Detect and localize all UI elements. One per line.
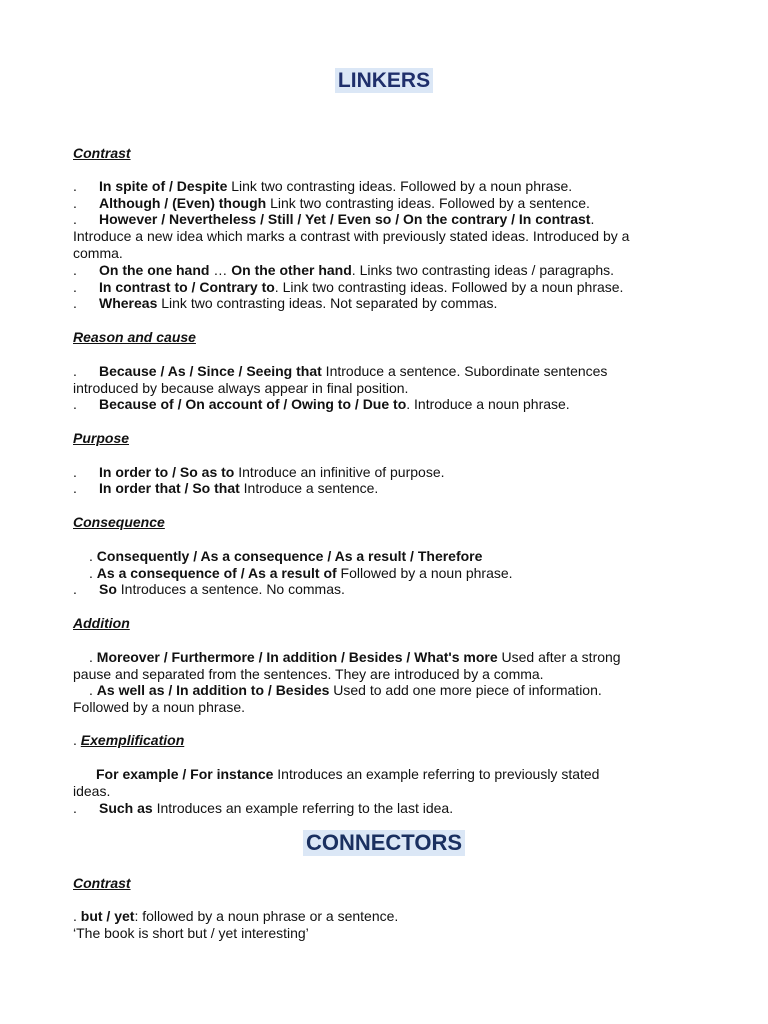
example-line-1-cont: ideas.	[73, 783, 111, 799]
consequence-line-3: . So Introduces a sentence. No commas.	[73, 581, 345, 597]
heading-purpose: Purpose	[73, 430, 130, 446]
reason-line-2: . Because of / On account of / Owing to / Due to. Introduce a noun phrase.	[73, 396, 570, 412]
addition-line-1: . Moreover / Furthermore / In addition / Besides / What's more Used after a strong	[89, 649, 621, 665]
heading-reason: Reason and cause	[73, 329, 196, 345]
reason-line-1-cont: introduced by because always appear in final position.	[73, 380, 409, 396]
heading-addition: Addition	[73, 615, 130, 631]
connectors-title-wrap	[0, 830, 768, 856]
heading-exemplification-row: . Exemplification	[73, 732, 185, 748]
example-line-1: For example / For instance Introduces an example referring to previously stated	[96, 766, 600, 782]
contrast-line-1: . In spite of / Despite Link two contrasting ideas. Followed by a noun phrase.	[73, 178, 573, 194]
contrast-line-3: . However / Nevertheless / Still / Yet / Even so / On the contrary / In contrast.	[73, 211, 595, 227]
heading-consequence: Consequence	[73, 514, 165, 530]
connector-line-1: . but / yet: followed by a noun phrase or a sentence.	[73, 908, 399, 924]
contrast-line-2: . Although / (Even) though Link two contrasting ideas. Followed by a sentence.	[73, 195, 590, 211]
linkers-title-wrap	[0, 68, 768, 93]
linkers-title: LINKERS	[335, 68, 433, 93]
addition-line-1-cont: pause and separated from the sentences. They are introduced by a comma.	[73, 666, 544, 682]
heading-exemplification: Exemplification	[80, 732, 185, 748]
connectors-title: CONNECTORS	[303, 830, 465, 856]
addition-line-2: . As well as / In addition to / Besides Used to add one more piece of information.	[89, 682, 602, 698]
consequence-line-2: . As a consequence of / As a result of Followed by a noun phrase.	[89, 565, 513, 581]
reason-line-1: . Because / As / Since / Seeing that Introduce a sentence. Subordinate sentences	[73, 363, 608, 379]
contrast-line-3-cont: Introduce a new idea which marks a contrast with previously stated ideas. Introduced by a	[73, 228, 630, 244]
connector-line-2: ‘The book is short but / yet interesting’	[73, 925, 309, 941]
example-line-2: . Such as Introduces an example referring to the last idea.	[73, 800, 454, 816]
consequence-line-1: . Consequently / As a consequence / As a result / Therefore	[89, 548, 483, 564]
addition-line-2-cont: Followed by a noun phrase.	[73, 699, 245, 715]
contrast-line-5: . In contrast to / Contrary to. Link two contrasting ideas. Followed by a noun phrase.	[73, 279, 624, 295]
purpose-line-1: . In order to / So as to Introduce an infinitive of purpose.	[73, 464, 445, 480]
contrast-line-3-cont2: comma.	[73, 245, 123, 261]
heading-contrast: Contrast	[73, 145, 131, 161]
heading-contrast-connectors: Contrast	[73, 875, 131, 891]
contrast-line-6: . Whereas Link two contrasting ideas. Not separated by commas.	[73, 295, 498, 311]
contrast-line-4: . On the one hand … On the other hand. Links two contrasting ideas / paragraphs.	[73, 262, 615, 278]
purpose-line-2: . In order that / So that Introduce a sentence.	[73, 480, 379, 496]
